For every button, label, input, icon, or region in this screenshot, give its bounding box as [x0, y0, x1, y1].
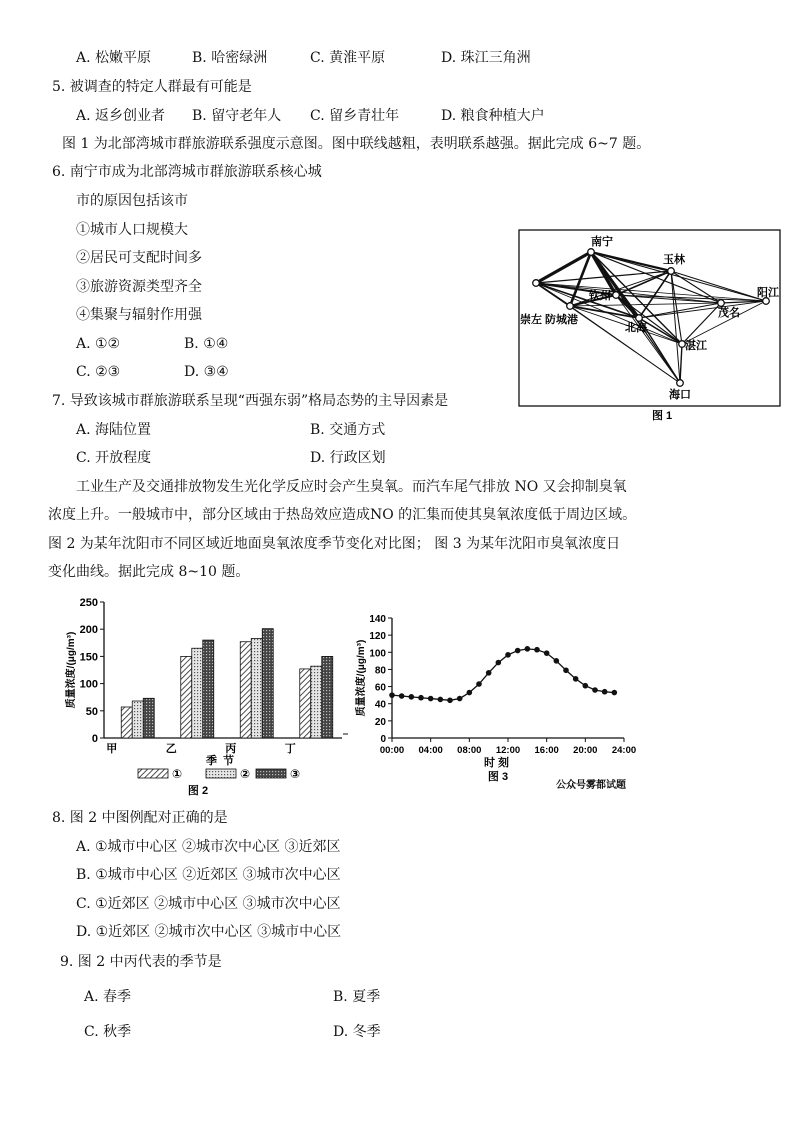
fig3-xtick-label: 16:00 [534, 745, 559, 756]
fig2-category-label: 丁 [284, 743, 296, 755]
fig3-point [399, 693, 405, 699]
q8-stem: 8. 图 2 中图例配对正确的是 [52, 810, 228, 826]
q6-option-c: C. ②③ [76, 364, 121, 380]
fig3-xtick-label: 00:00 [379, 745, 405, 756]
fig3-point [428, 696, 434, 702]
fig2-category-label: 丙 [225, 743, 237, 755]
para2-line-2: 浓度上升。一般城市中，部分区域由于热岛效应造成NO 的汇集而使其臭氧浓度低于周边区域。 [48, 507, 637, 523]
city-node-fangchenggang [567, 303, 574, 310]
fig3-xtick-label: 24:00 [611, 745, 637, 756]
fig3-ytick-label: 20 [374, 716, 386, 728]
fig3-point [505, 652, 511, 658]
fig2-ytick-label: 250 [79, 597, 98, 609]
q7-stem: 7. 导致该城市群旅游联系呈现“西强东弱”格局态势的主导因素是 [52, 393, 449, 409]
fig3-point [525, 646, 531, 652]
q5-option-b: B. 留守老年人 [192, 108, 282, 124]
fig3-point [563, 667, 569, 673]
fig2-legend-label: ② [240, 767, 251, 781]
fig3-point [467, 690, 473, 696]
fig2-legend-swatch [256, 769, 286, 778]
fig2-xlabel: 季节 [206, 755, 240, 767]
fig2-category-label: 甲 [106, 743, 118, 755]
fig3-point [612, 690, 618, 696]
q5-stem: 5. 被调查的特定人群最有可能是 [52, 79, 252, 95]
q6-option-b: B. ①④ [184, 336, 229, 352]
city-node-chongzuo [533, 280, 540, 287]
fig3-ytick-label: 0 [380, 734, 386, 745]
fig3-ytick-label: 60 [374, 682, 386, 694]
q4-option-a: A. 松嫩平原 [76, 50, 152, 66]
fig2-bar-1-2 [203, 640, 214, 738]
city-label-haikou: 海口 [669, 389, 691, 401]
fig3-point [602, 689, 608, 695]
fig3-point [457, 696, 463, 702]
fig2-ylabel: 质量浓度/(μg/m³) [66, 631, 77, 709]
q4-option-d: D. 珠江三角洲 [441, 50, 531, 66]
fig3-xlabel: 时刻 [484, 757, 512, 769]
city-node-yulin [668, 268, 675, 275]
fig1-intro: 图 1 为北部湾城市群旅游联系强度示意图。图中联线越粗，表明联系越强。据此完成 6~7 题。 [62, 136, 651, 152]
watermark-text: 公众号雾都试题 [556, 780, 626, 791]
city-label-yulin: 玉林 [663, 254, 685, 266]
city-label-fangchenggang: 防城港 [545, 314, 578, 326]
fig2-ytick-label: 200 [79, 624, 98, 637]
q9-option-b: B. 夏季 [333, 989, 381, 1005]
fig2-ytick-label: 50 [85, 705, 98, 718]
fig2-legend-label: ① [172, 767, 183, 781]
city-label-nanning: 南宁 [591, 236, 613, 248]
fig3-point [534, 647, 540, 653]
q9-option-c: C. 秋季 [84, 1024, 132, 1040]
fig2-bar-chart [62, 594, 352, 800]
fig2-title: 图 2 [187, 785, 209, 797]
fig2-bar-0-2 [143, 698, 154, 738]
city-label-chongzuo: 崇左 [520, 314, 542, 326]
q6-statement-3: ③旅游资源类型齐全 [76, 279, 202, 295]
para2-line-3: 图 2 为某年沈阳市不同区域近地面臭氧浓度季节变化对比图； 图 3 为某年沈阳市臭氧浓度日 [48, 536, 621, 552]
fig3-xtick-label: 12:00 [495, 745, 521, 756]
fig2-bar-2-0 [240, 642, 251, 738]
fig3-point [409, 694, 415, 700]
q7-option-c: C. 开放程度 [76, 450, 152, 466]
q9-stem: 9. 图 2 中丙代表的季节是 [60, 954, 222, 970]
q6-stem-1: 6. 南宁市成为北部湾城市群旅游联系核心城 [52, 164, 322, 180]
fig2-ytick-label: 150 [79, 651, 98, 664]
q4-option-b: B. 哈密绿洲 [192, 50, 268, 66]
fig3-ytick-label: 120 [369, 631, 386, 643]
q6-stem-2: 市的原因包括该市 [76, 193, 188, 209]
q6-option-a: A. ①② [76, 336, 121, 352]
fig2-bar-0-0 [121, 707, 132, 738]
fig3-ytick-label: 140 [369, 614, 386, 625]
fig2-legend-label: ③ [290, 767, 301, 781]
q8-option-d: D. ①近郊区 ②城市次中心区 ③城市中心区 [76, 924, 342, 940]
city-node-nanning [588, 249, 595, 256]
fig2-bar-1-1 [192, 648, 203, 738]
fig3-point [447, 697, 453, 703]
fig3-point [583, 683, 589, 689]
fig3-ylabel: 质量浓度/(μg/m³) [356, 639, 367, 717]
q4-option-c: C. 黄淮平原 [310, 50, 386, 66]
q5-option-c: C. 留乡青壮年 [310, 108, 400, 124]
fig3-ytick-label: 100 [369, 648, 386, 660]
city-node-beihai [636, 315, 643, 322]
fig2-category-label: 乙 [165, 743, 177, 755]
fig3-point [573, 676, 579, 682]
fig2-bar-3-1 [311, 666, 322, 738]
q8-option-b: B. ①城市中心区 ②近郊区 ③城市次中心区 [76, 867, 341, 883]
fig3-ytick-label: 80 [374, 665, 386, 677]
q5-option-d: D. 粮食种植大户 [441, 108, 545, 124]
fig1-tourism-map [515, 226, 785, 426]
fig3-xtick-label: 04:00 [418, 745, 443, 756]
fig2-ytick-label: 0 [91, 733, 98, 745]
fig3-point [389, 692, 395, 698]
q7-option-a: A. 海陆位置 [76, 422, 152, 438]
fig2-bar-1-0 [181, 656, 192, 738]
fig2-bar-3-0 [300, 669, 311, 738]
fig3-series-line [392, 649, 614, 700]
fig3-xtick-label: 20:00 [573, 745, 598, 756]
q7-option-d: D. 行政区划 [310, 450, 386, 466]
fig3-point [515, 648, 521, 654]
q9-option-a: A. 春季 [84, 989, 132, 1005]
city-node-maoming [718, 300, 725, 307]
q6-statement-2: ②居民可支配时间多 [76, 250, 202, 266]
para2-line-4: 变化曲线。据此完成 8~10 题。 [48, 564, 250, 580]
fig2-ytick-label: 100 [79, 678, 98, 691]
fig3-point [438, 697, 444, 703]
city-node-haikou [677, 380, 684, 387]
city-label-yangjiang: 阳江 [757, 287, 779, 299]
city-label-qinzhou: 钦州 [589, 290, 611, 302]
fig2-legend-swatch [206, 769, 236, 778]
fig1-title: 图 1 [652, 410, 673, 422]
fig3-xtick-label: 08:00 [457, 745, 482, 756]
fig3-point [418, 695, 424, 701]
fig2-bar-0-1 [132, 701, 143, 738]
q6-statement-4: ④集聚与辐射作用强 [76, 307, 202, 323]
q6-statement-1: ①城市人口规模大 [76, 222, 188, 238]
q5-option-a: A. 返乡创业者 [76, 108, 166, 124]
fig3-point [544, 650, 550, 656]
fig3-point [476, 681, 482, 687]
q7-option-b: B. 交通方式 [310, 422, 386, 438]
city-label-maoming: 茂名 [718, 307, 740, 319]
q9-option-d: D. 冬季 [333, 1024, 381, 1040]
q8-option-c: C. ①近郊区 ②城市中心区 ③城市次中心区 [76, 896, 341, 912]
fig3-point [486, 670, 492, 676]
fig2-bar-2-1 [251, 638, 262, 738]
q6-option-d: D. ③④ [184, 364, 229, 380]
fig3-ytick-label: 40 [374, 699, 386, 711]
fig3-point [496, 660, 502, 666]
q8-option-a: A. ①城市中心区 ②城市次中心区 ③近郊区 [76, 839, 341, 855]
fig3-point [592, 687, 598, 693]
fig2-bar-3-2 [322, 656, 333, 738]
city-node-qinzhou [613, 292, 620, 299]
fig3-line-chart [352, 606, 652, 790]
fig2-bar-2-2 [262, 629, 273, 738]
city-label-zhanjiang: 湛江 [685, 340, 707, 352]
fig3-point [554, 658, 560, 664]
fig2-legend-swatch [138, 769, 168, 778]
para2-line-1: 工业生产及交通排放物发生光化学反应时会产生臭氧。而汽车尾气排放 NO 又会抑制臭氧 [76, 479, 627, 495]
city-label-beihai: 北海 [625, 322, 647, 334]
fig3-title: 图 3 [487, 771, 509, 783]
